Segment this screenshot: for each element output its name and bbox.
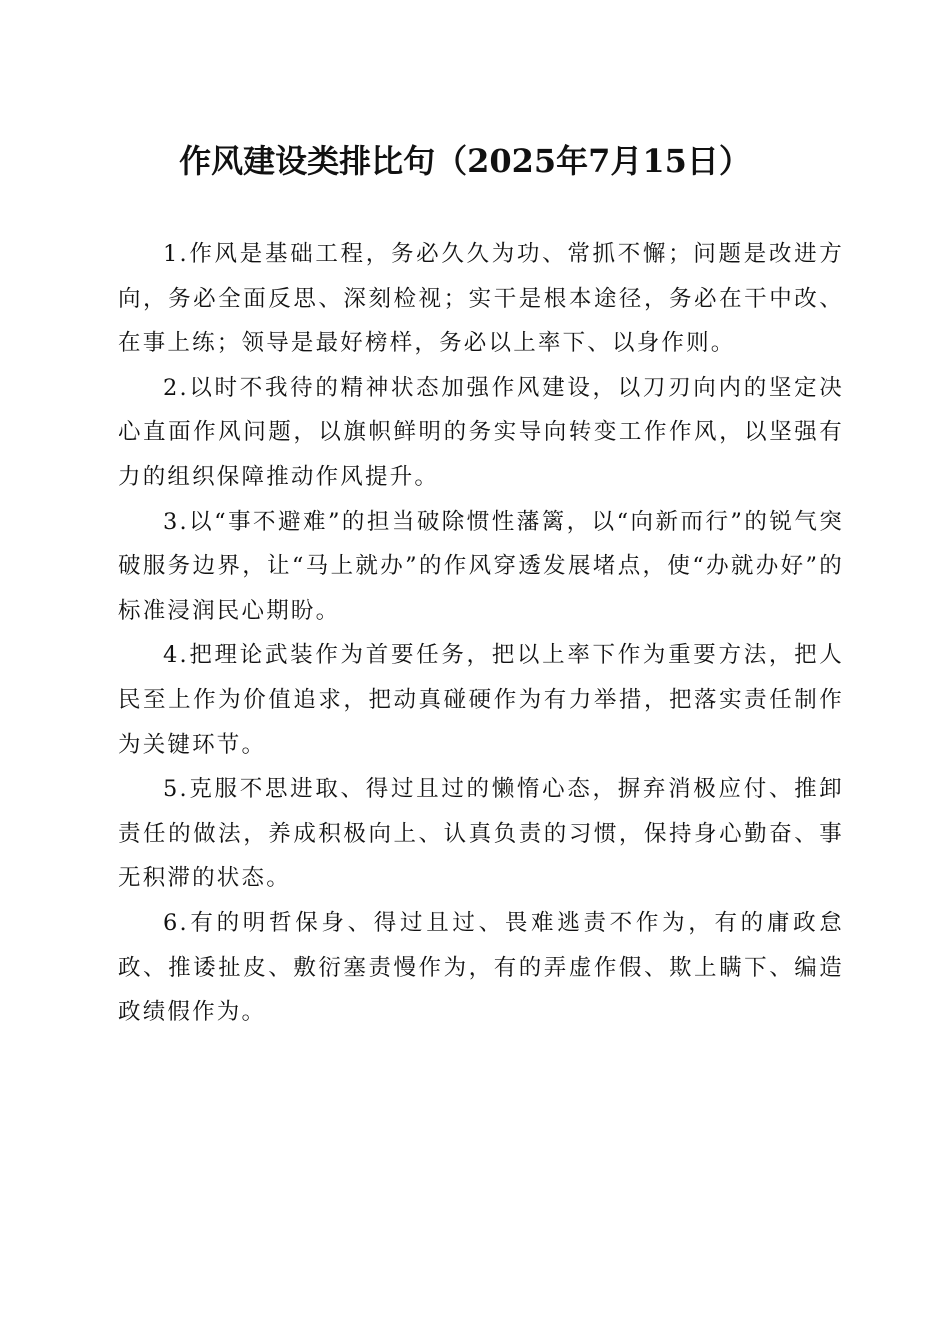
paragraph-6: 6.有的明哲保身、得过且过、畏难逃责不作为，有的庸政怠政、推诿扯皮、敷衍塞责慢作为，有的弄虚作假、欺上瞒下、编造政绩假作为。: [118, 909, 844, 1026]
paragraph-4: 4.把理论武装作为首要任务，把以上率下作为重要方法，把人民至上作为价值追求，把动真碰硬作为有力举措，把落实责任制作为关键环节。: [118, 642, 844, 758]
paragraph-2: 2.以时不我待的精神状态加强作风建设，以刀刃向内的坚定决心直面作风问题，以旗帜鲜明的务实导向转变工作作风，以坚强有力的组织保障推动作风提升。: [118, 374, 844, 490]
paragraph-3: 3.以“事不避难”的担当破除惯性藩篱，以“向新而行”的锐气突破服务边界，让“马上就办”的作风穿透发展堵点，使“办就办好”的标准浸润民心期盼。: [118, 508, 844, 624]
document-title: 作风建设类排比句（2025年7月15日）: [179, 142, 751, 180]
document-body: [118, 232, 844, 1035]
paragraph-1: 1.作风是基础工程，务必久久为功、常抓不懈；问题是改进方向，务必全面反思、深刻检视；实干是根本途径，务必在干中改、在事上练；领导是最好榜样，务必以上率下、以身作则。: [118, 241, 844, 357]
paragraph-5: 5.克服不思进取、得过且过的懒惰心态，摒弃消极应付、推卸责任的做法，养成积极向上、认真负责的习惯，保持身心勤奋、事无积滞的状态。: [118, 776, 844, 892]
